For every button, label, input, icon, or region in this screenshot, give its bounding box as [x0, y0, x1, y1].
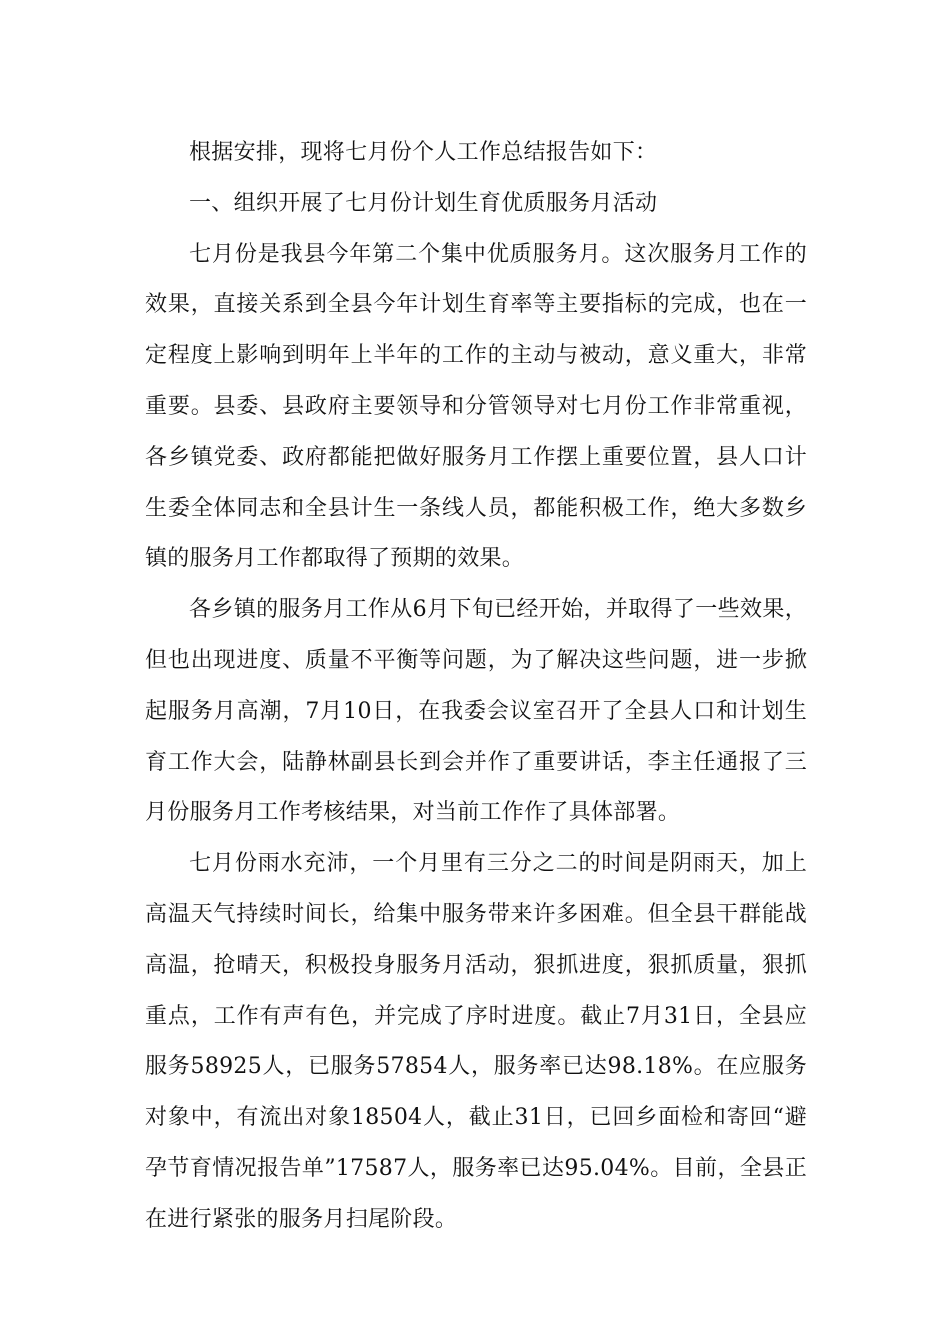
- body-paragraph: 七月份雨水充沛，一个月里有三分之二的时间是阴雨天，加上高温天气持续时间长，给集中服务带来许多困难。但全县干群能战高温，抢晴天，积极投身服务月活动，狠抓进度，狠抓质量，狠抓重点，工作有声有色，并完成了序时进度。截止7月31日，全县应服务58925人，已服务57854人，服务率已达98.18%。在应服务对象中，有流出对象18504人，截止31日，已回乡面检和寄回“避孕节育情况报告单”17587人，服务率已达95.04%。目前，全县正在进行紧张的服务月扫尾阶段。: [145, 851, 807, 1232]
- body-paragraph: 各乡镇的服务月工作从6月下旬已经开始，并取得了一些效果，但也出现进度、质量不平衡等问题，为了解决这些问题，进一步掀起服务月高潮，7月10日，在我委会议室召开了全县人口和计划生育工作大会，陆静林副县长到会并作了重要讲话，李主任通报了三月份服务月工作考核结果，对当前工作作了具体部署。: [145, 597, 807, 826]
- section-heading: 一、组织开展了七月份计划生育优质服务月活动: [189, 190, 658, 216]
- document-body: [145, 128, 807, 1246]
- body-paragraph: 七月份是我县今年第二个集中优质服务月。这次服务月工作的效果，直接关系到全县今年计划生育率等主要指标的完成，也在一定程度上影响到明年上半年的工作的主动与被动，意义重大，非常重要。县委、县政府主要领导和分管领导对七月份工作非常重视，各乡镇党委、政府都能把做好服务月工作摆上重要位置，县人口计生委全体同志和全县计生一条线人员，都能积极工作，绝大多数乡镇的服务月工作都取得了预期的效果。: [145, 241, 807, 572]
- intro-paragraph: 根据安排，现将七月份个人工作总结报告如下：: [189, 140, 658, 165]
